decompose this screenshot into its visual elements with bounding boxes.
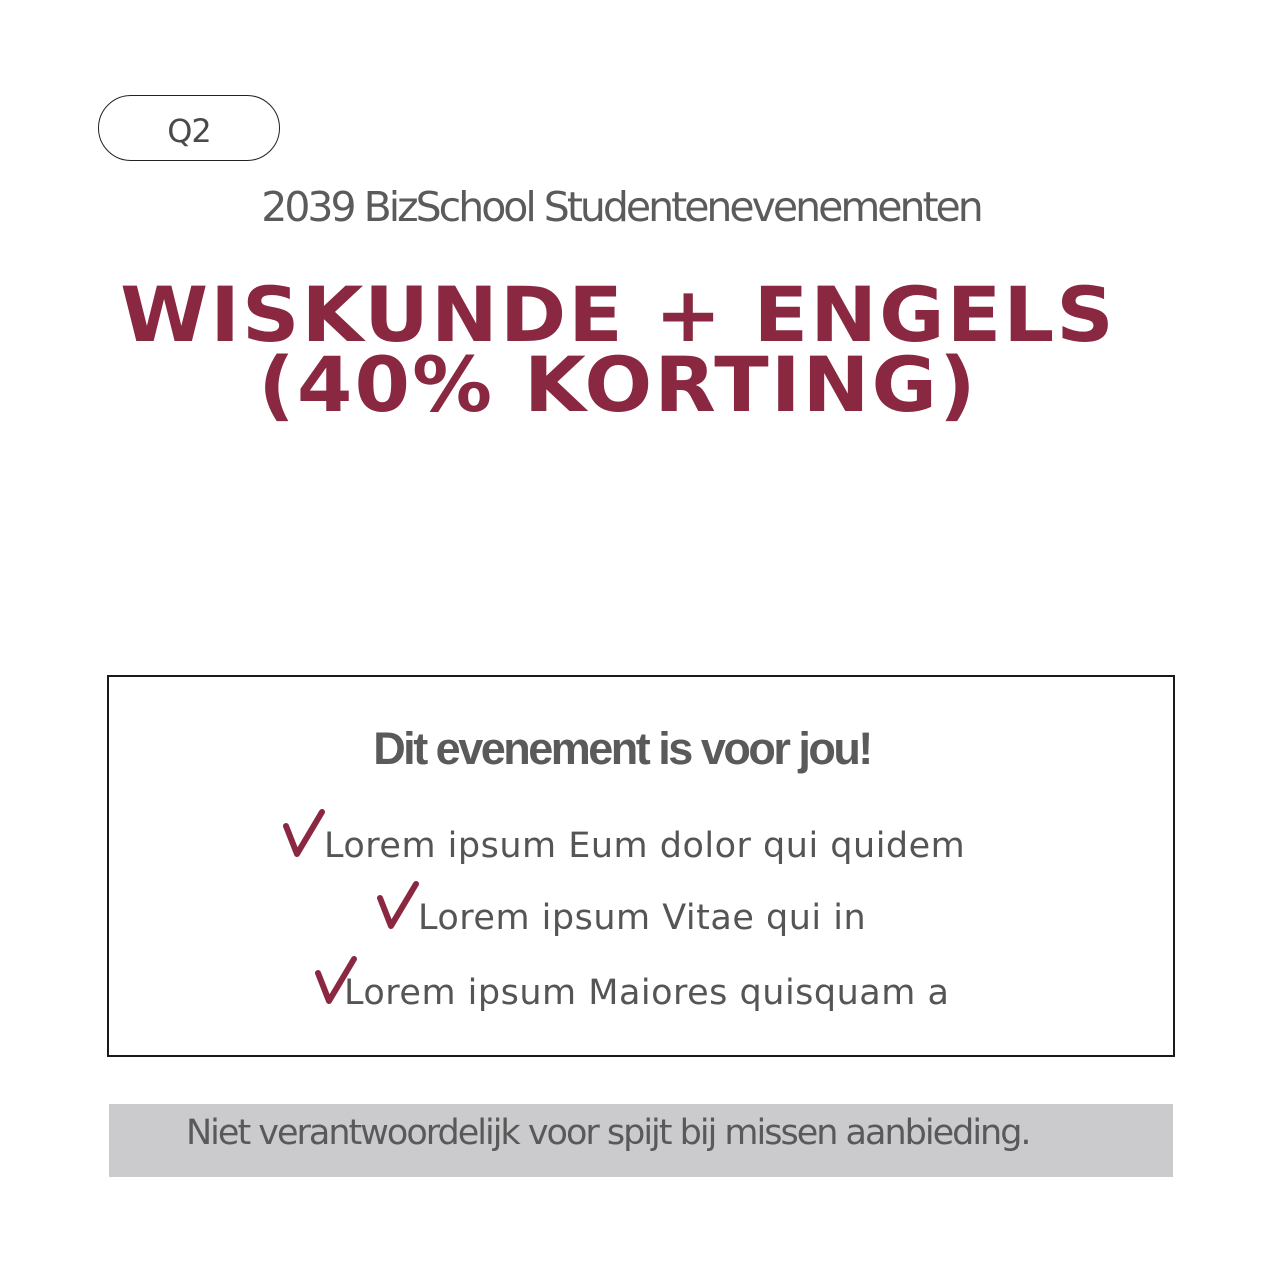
disclaimer-text: Niet verantwoordelijk voor spijt bij missen aanbieding.	[186, 1113, 1030, 1153]
audience-list-item-text: Lorem ipsum Eum dolor qui quidem	[324, 826, 966, 866]
headline	[0, 270, 1267, 429]
checkmark-icon	[282, 808, 328, 860]
quarter-tag-label: Q2	[167, 112, 211, 150]
checkmark-icon	[376, 880, 422, 932]
headline-line-1: WISKUNDE + ENGELS	[120, 270, 1116, 359]
audience-list-item	[376, 880, 866, 938]
event-series-subtitle: 2039 BizSchool Studentenevenementen	[261, 183, 981, 231]
audience-list-item-text: Lorem ipsum Vitae qui in	[418, 898, 867, 938]
audience-box-title: Dit evenement is voor jou!	[373, 723, 871, 774]
audience-list-item-text: Lorem ipsum Maiores quisquam a	[344, 973, 950, 1013]
audience-list-item	[314, 955, 949, 1013]
audience-list-item	[282, 808, 965, 866]
quarter-tag	[98, 95, 280, 161]
headline-line-2: (40% KORTING)	[258, 340, 978, 429]
